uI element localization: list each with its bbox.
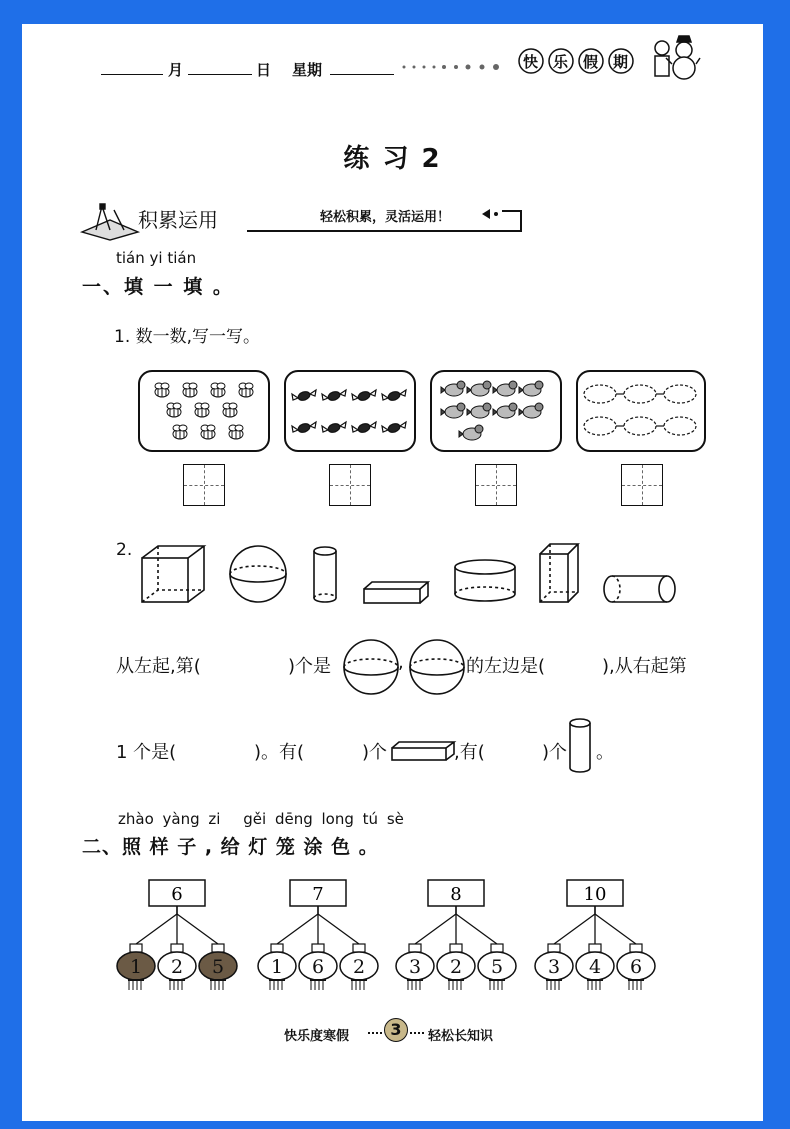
q1-line2-c: )个 [362,742,388,763]
q1-line1-c: , [398,652,404,673]
bee-icon [211,383,225,397]
lantern-group [258,880,378,990]
bee-icon [173,425,187,439]
answer-grid-candies[interactable] [329,464,371,506]
tall-cylinder-icon [312,546,338,604]
bird-icon [519,403,543,418]
section1-rule [247,230,522,232]
pinyin-syllable: gěi [243,810,267,828]
lantern[interactable] [478,944,516,990]
leaf-outline-icon [584,385,624,403]
weekday-label: 星期 [292,61,323,79]
lantern-group [396,880,516,990]
q1-heading: 一、填 一 填 。 [82,276,234,298]
section1-rule-end [520,210,522,230]
bird-group-box [430,370,562,452]
lantern[interactable] [258,944,296,990]
answer-blank-cuboid-count[interactable] [312,740,358,764]
bird-icon [493,403,517,418]
lying-cylinder-icon [606,574,678,606]
bee-icon [183,383,197,397]
lantern-number: 5 [211,956,225,978]
lantern-number: 3 [547,956,561,978]
flat-cuboid-icon [362,580,432,606]
bee-icon [229,425,243,439]
bee-icon [167,403,181,417]
worksheet-page [22,24,763,1121]
section1-slogan: 轻松积累，灵活运用！ [320,210,451,225]
lantern[interactable] [199,944,237,990]
candy-icon [382,390,406,402]
footer-left: 快乐度寒假 [284,1029,350,1044]
q1-line1-a: 从左起,第( [116,656,201,677]
short-cylinder-icon [452,558,518,604]
lantern[interactable] [158,944,196,990]
snowman-kids-icon [650,34,700,80]
sphere-icon [408,638,466,696]
page-title: 练 习 2 [343,144,442,174]
pinyin-syllable: yàng [162,810,200,828]
bee-group-box [138,370,270,452]
sphere-icon [342,638,400,696]
bird-icon [467,403,491,418]
bee-icon [155,383,169,397]
lantern-group [535,880,655,990]
pinyin-syllable: zhào [118,810,154,828]
bee-icon [239,383,253,397]
lantern[interactable] [340,944,378,990]
leaf-outline-icon [624,417,664,435]
lantern-number: 2 [170,956,184,978]
lantern[interactable] [299,944,337,990]
lantern-number: 6 [629,956,643,978]
q1-line2-e: )个 [542,742,568,763]
holiday-badge [515,48,643,74]
dotted-decoration [400,62,510,72]
month-label: 月 [168,61,184,79]
q1-item1-label: 1. 数一数,写一写。 [114,327,261,347]
sum-number: 8 [450,884,462,905]
badge-char: 快 [523,53,539,71]
page-number: 3 [384,1018,408,1042]
q1-line2-f: 。 [596,742,614,763]
leaf-outline-icon [664,417,696,435]
candy-icon [382,422,406,434]
badge-char: 假 [583,53,599,71]
lantern-number: 4 [588,956,602,978]
badge-char: 期 [613,53,629,71]
answer-grid-leaves[interactable] [621,464,663,506]
leaf-outline-icon [664,385,696,403]
tall-cylinder-icon [568,718,592,774]
pinyin-syllable: zi [208,810,221,828]
answer-blank-right-first[interactable] [202,740,252,764]
bee-icon [201,425,215,439]
q1-line1-d: 的左边是( [466,656,546,677]
answer-blank-cylinder-count[interactable] [497,740,541,764]
sphere-icon [228,544,288,604]
tall-cuboid-icon [538,542,582,606]
leaf-outline-icon [584,417,624,435]
q1-line2-b: )。有( [254,742,305,763]
section1-title: 积累运用 [138,208,218,232]
weekday-blank[interactable] [330,74,394,75]
q1-line2-a: 1 个是( [116,742,177,763]
compass-ruler-icon [80,200,140,240]
sum-number: 10 [583,884,607,905]
q1-line2-d: ,有( [454,742,485,763]
flat-cuboid-icon [390,740,456,762]
pinyin-syllable: long [321,810,354,828]
lantern[interactable] [117,944,155,990]
day-label: 日 [256,61,272,79]
bee-icon [223,403,237,417]
leaf-group-box [576,370,706,452]
lantern-number: 1 [129,956,143,978]
bee-icon [195,403,209,417]
cube-icon [140,544,220,606]
q1-item2-label: 2. [116,540,133,560]
lantern-groups [22,874,763,1004]
lantern-number: 1 [270,956,284,978]
bird-icon [459,425,483,440]
arrow-left-icon [480,208,504,220]
month-blank[interactable] [101,74,163,75]
day-blank[interactable] [188,74,252,75]
candy-icon [322,422,346,434]
bird-icon [467,381,491,396]
lantern-number: 2 [352,956,366,978]
pinyin-syllable: sè [386,810,404,828]
q1-line1-b: )个是 [288,656,332,677]
bird-icon [441,403,465,418]
answer-blank-left-of[interactable] [562,654,602,678]
q2-pinyin [118,810,404,828]
candy-icon [292,390,316,402]
sum-number: 6 [171,884,183,905]
lantern[interactable] [437,944,475,990]
lantern-number: 3 [408,956,422,978]
candy-icon [352,390,376,402]
q1-pinyin: tián yi tián [116,249,197,267]
footer-dots-right [410,1032,424,1034]
badge-char: 乐 [553,53,569,71]
section1-rule-top [502,210,522,212]
lantern[interactable] [396,944,434,990]
answer-grid-birds[interactable] [475,464,517,506]
pinyin-syllable: dēng [274,810,313,828]
candy-group-box [284,370,416,452]
leaf-outline-icon [624,385,664,403]
candy-icon [322,390,346,402]
footer-right: 轻松长知识 [428,1029,494,1044]
bird-icon [519,381,543,396]
candy-icon [352,422,376,434]
lantern[interactable] [535,944,573,990]
pinyin-syllable: tú [362,810,379,828]
answer-grid-bees[interactable] [183,464,225,506]
bird-icon [493,381,517,396]
lantern[interactable] [617,944,655,990]
footer-dots-left [368,1032,382,1034]
answer-blank-position[interactable] [232,654,282,678]
lantern-group [117,880,237,990]
bird-icon [441,381,465,396]
sum-number: 7 [312,884,324,905]
lantern-number: 2 [449,956,463,978]
q1-line1-e: ),从右起第 [602,656,687,677]
candy-icon [292,422,316,434]
lantern-number: 5 [490,956,504,978]
lantern[interactable] [576,944,614,990]
lantern-number: 6 [311,956,325,978]
q2-heading: 二、照 样 子 , 给 灯 笼 涂 色 。 [82,836,379,858]
